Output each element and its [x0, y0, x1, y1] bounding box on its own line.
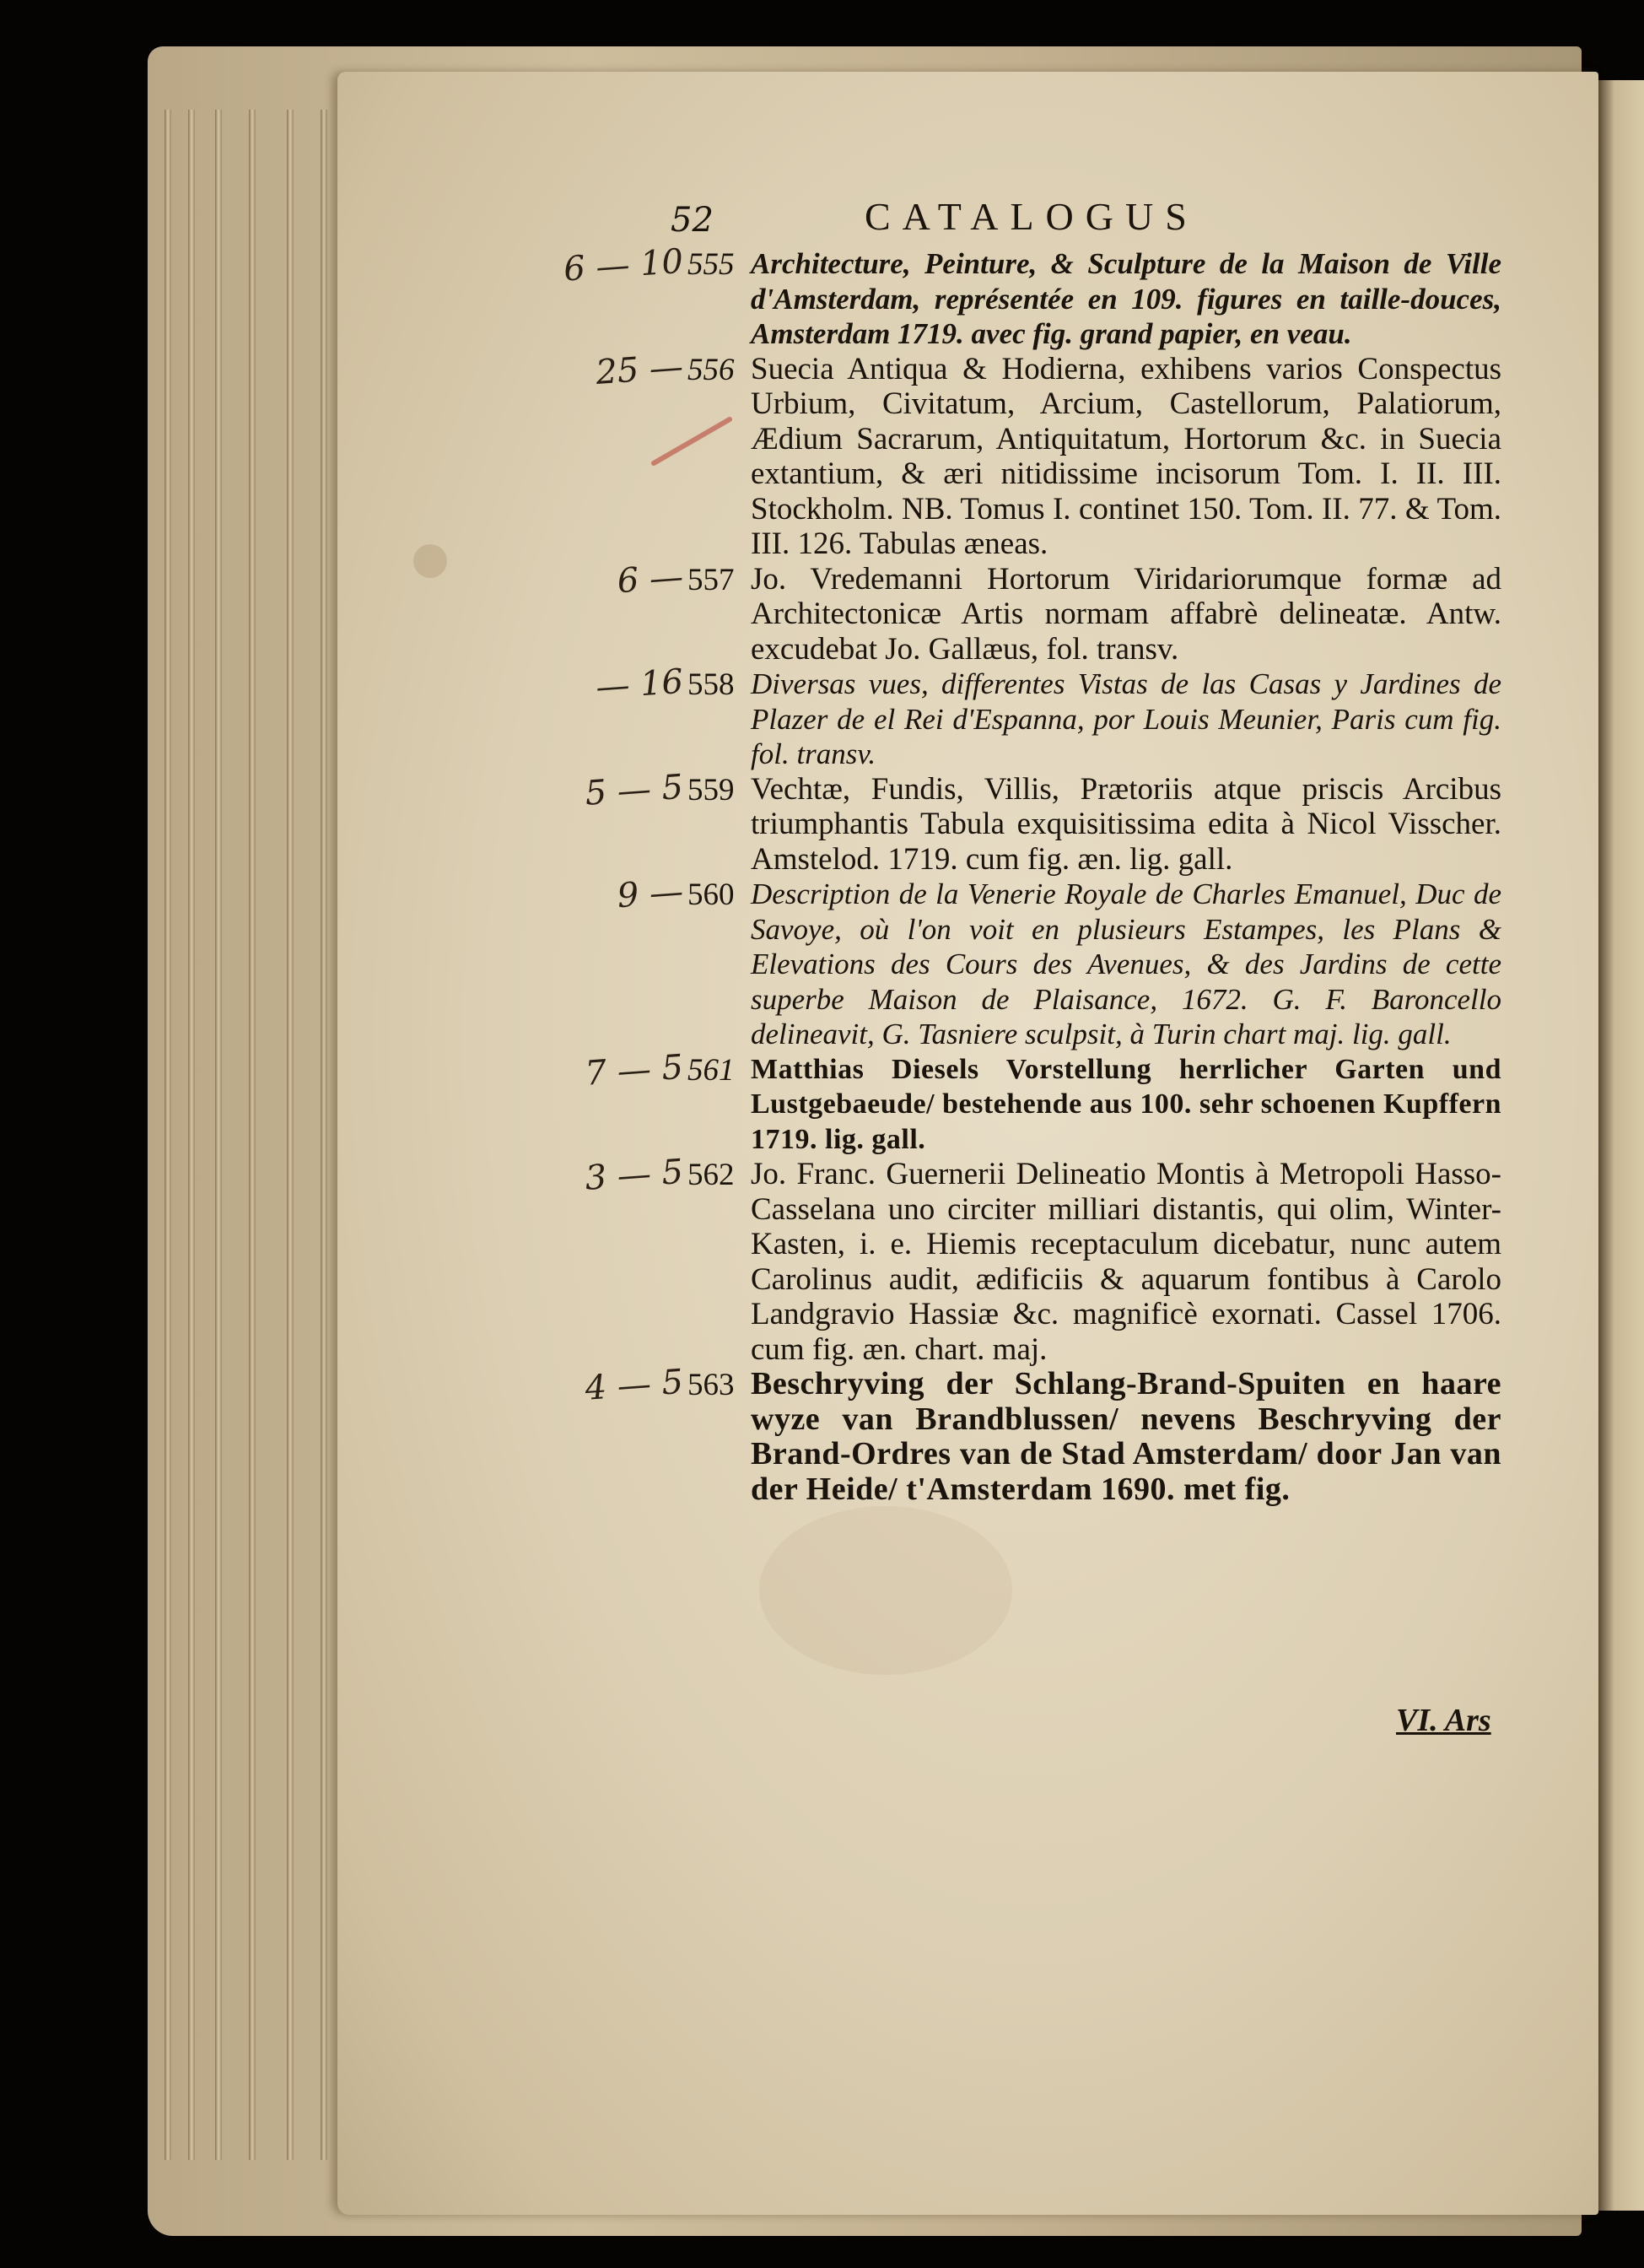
catalogue-entry — [607, 557, 1501, 667]
entry-text: Diversas vues, differentes Vistas de las Casas y Jardines de Plazer de el Rei d'Espanna, por Louis Meunier, Paris cum fig. fol. transv. — [751, 667, 1501, 770]
page-edge — [215, 110, 222, 2160]
page-edge — [164, 110, 171, 2160]
page-edge — [188, 110, 195, 2160]
entry-text: Jo. Vredemanni Hortorum Viridariorumque formæ ad Architectonicæ Artis normam affabrè delineatæ. Antw. excudebat Jo. Gallæus, fol. transv. — [751, 561, 1501, 667]
entry-text: Description de la Venerie Royale de Charles Emanuel, Duc de Savoye, où l'on voit en plusieurs Estampes, les Plans & Elevations des Cours des Avenues, & des Jardins de cette superbe Maison de Plaisance, 1672. G. F. Baroncello delineavit, G. Tasniere sculpsit, à Turin chart maj. lig. gall. — [751, 878, 1501, 1050]
catalogue-entries — [562, 241, 1501, 1507]
margin-annotation: 7 — 5 — [584, 1047, 685, 1094]
catalogue-entry — [584, 1362, 1501, 1507]
entry-number: 561 — [687, 1052, 735, 1088]
entry-number: 557 — [687, 562, 735, 597]
paper-stain — [413, 544, 447, 578]
page-number: 52 — [671, 201, 714, 240]
margin-annotation: 6 — — [616, 557, 685, 601]
entry-text: Suecia Antiqua & Hodierna, exhibens varios Conspectus Urbium, Civitatum, Arcium, Castellorum, Palatiorum, Ædium Sacrarum, Antiquitatum, Hortorum &c. in Suecia extantium, & æri nitidissime incisorum Tom. I. II. III. Stockholm. NB. Tomus I. continet 150. Tom. II. 77. & Tom. III. 126. Tabulas æneas. — [751, 351, 1501, 561]
margin-annotation: 4 — 5 — [584, 1362, 685, 1408]
entry-text: Architecture, Peinture, & Sculpture de la Maison de Ville d'Amsterdam, représentée en 109. figures en taille-douces, Amsterdam 1719. avec fig. grand papier, en veau. — [751, 247, 1501, 350]
page-edge — [321, 110, 327, 2160]
entry-text: Beschryving der Schlang-Brand-Spuiten en haare wyze van Brandblussen/ nevens Beschryving der Brand-Ordres van de Stad Amsterdam/ door Jan van der Heide/ t'Amsterdam 1690. met fig. — [751, 1366, 1501, 1507]
catalogue-entry — [584, 767, 1501, 878]
catalogue-entry — [584, 1047, 1501, 1158]
entry-text: Matthias Diesels Vorstellung herrlicher Garten und Lustgebaeude/ bestehende aus 100. sehr schoenen Kupffern 1719. lig. gall. — [751, 1053, 1501, 1155]
margin-annotation: 3 — 5 — [584, 1152, 685, 1198]
entry-text: Jo. Franc. Guernerii Delineatio Montis à Metropoli Hasso-Casselana uno circiter milliari distantis, qui olim, Winter-Kasten, i. e. Hiemis receptaculum dicebatur, nunc autem Carolinus audit, ædificiis & aquarum fontibus à Carolo Landgravio Hassiæ &c. magnificè exornati. Cassel 1706. cum fig. æn. chart. maj. — [751, 1157, 1501, 1367]
entry-number: 555 — [687, 247, 735, 282]
catalogue-entry — [562, 241, 1501, 352]
page-header — [671, 192, 1514, 243]
catchword: VI. Ars — [1396, 1703, 1491, 1738]
margin-annotation: 6 — 10 — [562, 241, 685, 289]
entry-number: 563 — [687, 1368, 735, 1402]
catalogue-entry — [594, 662, 1501, 772]
margin-annotation: 9 — — [616, 872, 685, 916]
page-edge — [287, 110, 294, 2160]
page-title: CATALOGUS — [865, 195, 1199, 238]
entry-text: Vechtæ, Fundis, Villis, Prætoriis atque priscis Arcibus triumphantis Tabula exquisitissima edita à Nicol Visscher. Amstelod. 1719. cum fig. æn. lig. gall. — [751, 771, 1501, 877]
catalogue-entry — [607, 872, 1501, 1052]
entry-number: 556 — [687, 352, 735, 387]
paper-stain — [759, 1506, 1012, 1675]
entry-number: 560 — [687, 878, 735, 912]
page-edge — [249, 110, 256, 2160]
margin-annotation: 5 — 5 — [584, 767, 685, 813]
catalogue-entry — [594, 347, 1501, 562]
entry-number: 562 — [687, 1158, 735, 1192]
catalogue-entry — [584, 1152, 1501, 1367]
entry-number: 559 — [687, 772, 735, 807]
margin-annotation: — 16 — [594, 662, 685, 707]
margin-annotation: 25 — — [594, 347, 685, 392]
entry-number: 558 — [687, 667, 735, 702]
facing-page-edge — [1598, 80, 1644, 2211]
